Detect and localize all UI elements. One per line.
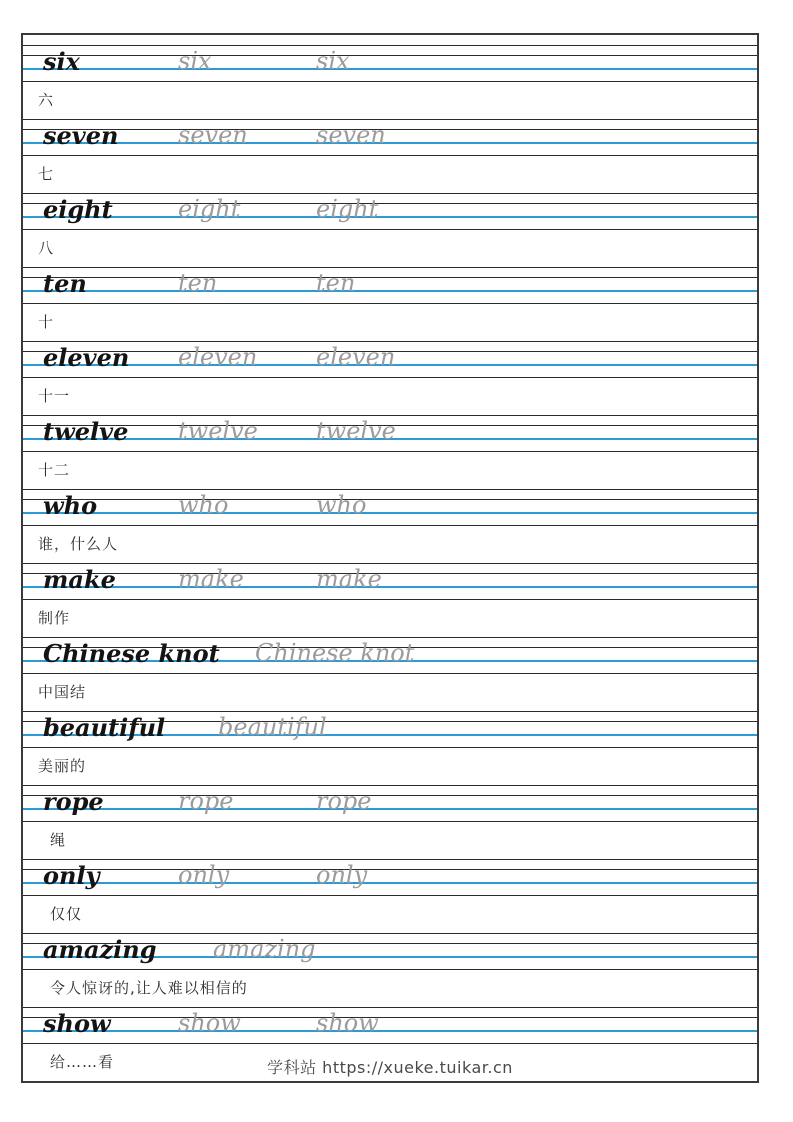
translation-text: 七	[38, 165, 55, 183]
translation-text: 谁，什么人	[38, 535, 119, 553]
handwriting-guide-row	[23, 859, 757, 896]
translation-text: 绳	[50, 831, 67, 849]
translation-text: 十	[38, 313, 55, 331]
translation-text: 令人惊讶的,让人难以相信的	[50, 979, 248, 997]
translation-row	[23, 526, 757, 563]
guide-baseline-blue	[23, 290, 757, 292]
translation-row	[23, 230, 757, 267]
vocab-block	[23, 119, 757, 193]
translation-text: 十一	[38, 387, 71, 405]
word-sample: seven	[43, 121, 119, 150]
word-trace: make	[316, 565, 382, 593]
guide-midline	[23, 499, 757, 500]
handwriting-guide-row	[23, 711, 757, 748]
word-trace: eleven	[316, 343, 396, 371]
handwriting-guide-row	[23, 1007, 757, 1044]
translation-text: 美丽的	[38, 757, 87, 775]
vocab-block	[23, 563, 757, 637]
handwriting-guide-row	[23, 119, 757, 156]
word-trace: only	[316, 861, 368, 889]
vocab-block	[23, 711, 757, 785]
word-trace: ten	[178, 269, 218, 297]
word-trace: seven	[178, 121, 248, 149]
word-sample: Chinese knot	[43, 639, 220, 668]
word-sample: ten	[43, 269, 87, 298]
word-trace: six	[178, 47, 212, 75]
translation-text: 仅仅	[50, 905, 83, 923]
translation-text: 八	[38, 239, 55, 257]
vocab-block	[23, 193, 757, 267]
word-sample: make	[43, 565, 116, 594]
vocab-block	[23, 859, 757, 933]
translation-row	[23, 896, 757, 933]
vocab-block	[23, 415, 757, 489]
handwriting-guide-row	[23, 415, 757, 452]
guide-baseline-blue	[23, 142, 757, 144]
guide-midline	[23, 573, 757, 574]
handwriting-guide-row	[23, 489, 757, 526]
translation-text: 六	[38, 91, 55, 109]
guide-midline	[23, 129, 757, 130]
word-trace: only	[178, 861, 230, 889]
guide-baseline-blue	[23, 808, 757, 810]
guide-baseline-blue	[23, 1030, 757, 1032]
translation-row	[23, 452, 757, 489]
vocab-block	[23, 267, 757, 341]
word-trace: who	[178, 491, 229, 519]
guide-baseline-blue	[23, 68, 757, 70]
guide-baseline-blue	[23, 216, 757, 218]
translation-text: 给……看	[50, 1053, 115, 1071]
word-sample: who	[43, 491, 98, 520]
guide-midline	[23, 1017, 757, 1018]
word-sample: twelve	[43, 417, 129, 446]
vocab-rows	[23, 45, 757, 1081]
handwriting-guide-row	[23, 563, 757, 600]
word-trace: six	[316, 47, 350, 75]
handwriting-guide-row	[23, 267, 757, 304]
guide-midline	[23, 203, 757, 204]
guide-midline	[23, 55, 757, 56]
guide-baseline-blue	[23, 882, 757, 884]
word-trace: eight	[178, 195, 241, 223]
word-trace: eight	[316, 195, 379, 223]
word-trace: beautiful	[218, 713, 327, 741]
word-trace: twelve	[316, 417, 396, 445]
translation-row	[23, 822, 757, 859]
word-trace: show	[316, 1009, 379, 1037]
translation-row	[23, 748, 757, 785]
translation-row	[23, 82, 757, 119]
handwriting-guide-row	[23, 193, 757, 230]
word-trace: rope	[316, 787, 372, 815]
word-trace: show	[178, 1009, 241, 1037]
word-trace: ten	[316, 269, 356, 297]
word-trace: amazing	[213, 935, 316, 963]
word-trace: Chinese knot	[255, 639, 415, 667]
guide-midline	[23, 869, 757, 870]
translation-text: 制作	[38, 609, 71, 627]
word-trace: make	[178, 565, 244, 593]
translation-row	[23, 304, 757, 341]
word-sample: amazing	[43, 935, 157, 964]
handwriting-guide-row	[23, 933, 757, 970]
word-trace: who	[316, 491, 367, 519]
worksheet-table	[21, 33, 759, 1083]
vocab-block	[23, 45, 757, 119]
guide-baseline-blue	[23, 512, 757, 514]
translation-row	[23, 970, 757, 1007]
guide-midline	[23, 795, 757, 796]
translation-row	[23, 674, 757, 711]
word-sample: beautiful	[43, 713, 166, 742]
translation-row	[23, 600, 757, 637]
word-sample: six	[43, 47, 80, 76]
handwriting-guide-row	[23, 45, 757, 82]
translation-text: 中国结	[38, 683, 87, 701]
word-sample: eleven	[43, 343, 130, 372]
word-trace: twelve	[178, 417, 258, 445]
handwriting-guide-row	[23, 637, 757, 674]
guide-baseline-blue	[23, 586, 757, 588]
word-sample: eight	[43, 195, 113, 224]
word-sample: show	[43, 1009, 111, 1038]
vocab-block	[23, 489, 757, 563]
guide-midline	[23, 277, 757, 278]
word-trace: eleven	[178, 343, 258, 371]
translation-row	[23, 156, 757, 193]
word-sample: rope	[43, 787, 104, 816]
word-sample: only	[43, 861, 100, 890]
handwriting-guide-row	[23, 341, 757, 378]
translation-text: 十二	[38, 461, 71, 479]
translation-row	[23, 378, 757, 415]
vocab-block	[23, 933, 757, 1007]
vocab-block	[23, 341, 757, 415]
vocab-block	[23, 637, 757, 711]
word-trace: seven	[316, 121, 386, 149]
site-watermark: 学科站 https://xueke.tuikar.cn	[267, 1058, 513, 1077]
vocab-block	[23, 785, 757, 859]
handwriting-guide-row	[23, 785, 757, 822]
word-trace: rope	[178, 787, 234, 815]
